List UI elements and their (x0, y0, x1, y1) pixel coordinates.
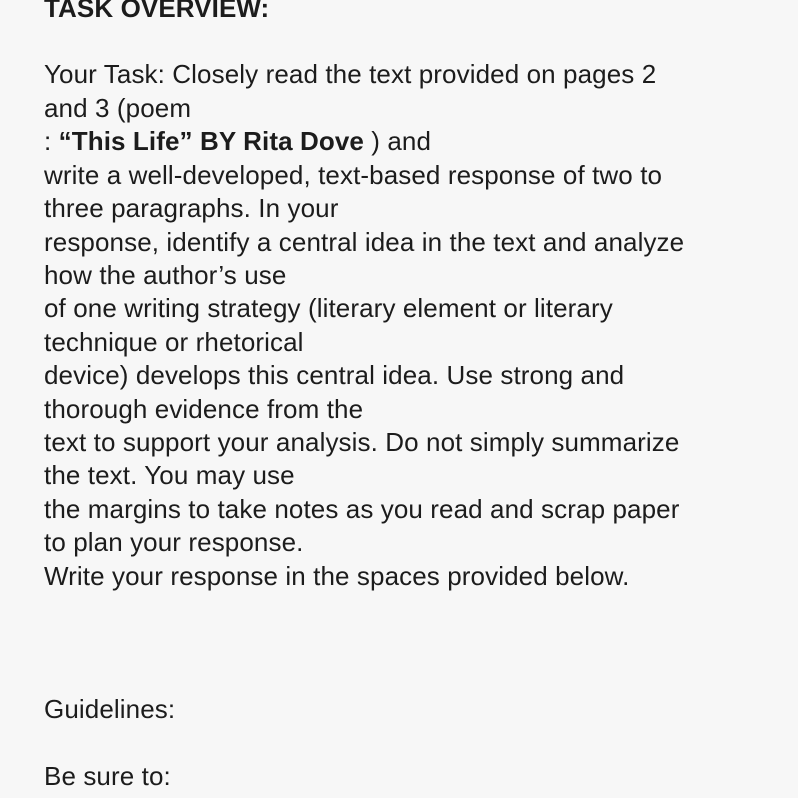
poem-title: “This Life” BY Rita Dove (58, 126, 364, 156)
task-line: technique or rhetorical (44, 327, 304, 357)
task-line: to plan your response. (44, 527, 304, 557)
task-line: text to support your analysis. Do not simply summarize (44, 427, 680, 457)
task-line: of one writing strategy (literary element or literary (44, 293, 613, 323)
guidelines-label: Guidelines: (44, 694, 176, 724)
task-line: device) develops this central idea. Use strong and (44, 360, 625, 390)
task-line: response, identify a central idea in the text and analyze (44, 227, 685, 257)
be-sure-label: Be sure to: (44, 761, 171, 791)
task-line: write a well-developed, text-based response of two to (44, 160, 663, 190)
poem-prefix: : (44, 126, 59, 156)
task-line: three paragraphs. In your (44, 193, 339, 223)
poem-suffix: ) and (363, 126, 432, 156)
task-line: thorough evidence from the (44, 394, 364, 424)
task-line: the margins to take notes as you read and scrap paper (44, 494, 680, 524)
task-line: Your Task: Closely read the text provided on pages 2 (44, 59, 657, 89)
poem-title-line (44, 125, 431, 157)
task-line: Write your response in the spaces provided below. (44, 561, 630, 591)
task-line: how the author’s use (44, 260, 287, 290)
task-line: and 3 (poem (44, 93, 192, 123)
task-overview-heading: TASK OVERVIEW: (44, 0, 270, 23)
task-line: the text. You may use (44, 460, 295, 490)
